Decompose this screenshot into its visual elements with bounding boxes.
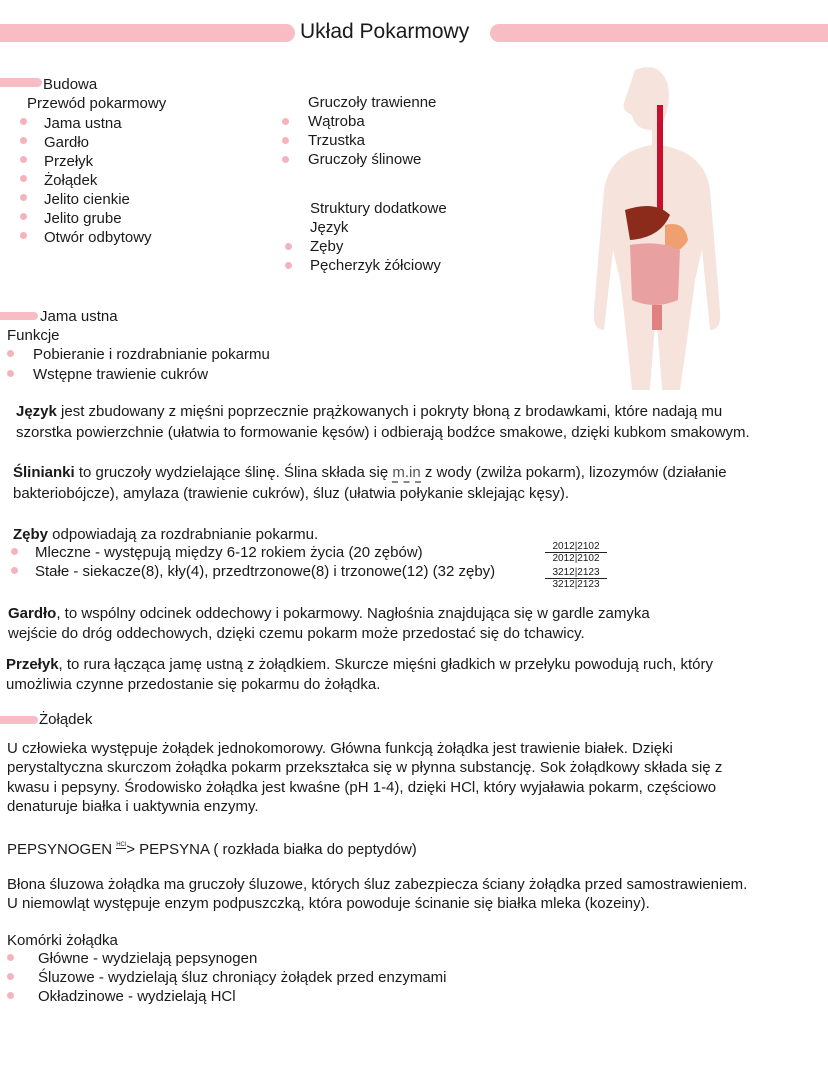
list-item: Otwór odbytowy bbox=[44, 229, 152, 246]
bullet-icon bbox=[7, 954, 14, 961]
dental-formula-stale bbox=[545, 567, 607, 590]
struktury-title: Struktury dodatkowe bbox=[310, 200, 447, 217]
dental-formula-mleczne bbox=[545, 541, 607, 564]
list-item: Żołądek bbox=[44, 172, 98, 189]
text: z wody (zwilża pokarm), lizozymów (działanie bbox=[420, 464, 727, 481]
digestive-system-illustration bbox=[580, 60, 730, 390]
list-item: Główne - wydzielają pepsynogen bbox=[38, 950, 258, 967]
bullet-icon bbox=[20, 232, 27, 239]
bullet-icon bbox=[7, 973, 14, 980]
paragraph-line: Błona śluzowa żołądka ma gruczoły śluzowe, których śluz zabezpiecza ściany żołądka przed samostrawieniem. bbox=[7, 876, 748, 893]
bullet-icon bbox=[20, 156, 27, 163]
list-item: Stałe - siekacze(8), kły(4), przedtrzonowe(8) i trzonowe(12) (32 zęby) bbox=[35, 563, 496, 580]
text: odpowiadają za rozdrabnianie pokarmu. bbox=[48, 526, 319, 543]
bullet-icon bbox=[7, 992, 14, 999]
bullet-icon bbox=[282, 118, 289, 125]
bullet-icon bbox=[20, 137, 27, 144]
paragraph-line: perystaltyczna skurczom żołądka pokarm przekształca się w płynna substancję. Sok żołądkowy składa się z bbox=[7, 759, 723, 776]
term: Ślinianki bbox=[13, 464, 75, 481]
term: Gardło bbox=[8, 605, 57, 622]
section-heading-jama: Jama ustna bbox=[40, 308, 118, 325]
term: Zęby bbox=[13, 526, 49, 543]
term: Język bbox=[16, 403, 57, 420]
catalyst-label: HCl bbox=[116, 842, 127, 848]
section-marker-budowa bbox=[0, 78, 42, 87]
list-item: Trzustka bbox=[308, 132, 365, 149]
list-item: Gardło bbox=[44, 134, 90, 151]
title-bar-left bbox=[0, 24, 295, 42]
slinianki-paragraph-line1 bbox=[13, 463, 727, 482]
bullet-icon bbox=[282, 156, 289, 163]
paragraph-line: kwasu i pepsyny. Środowisko żołądka jest kwaśne (pH 1-4), dzięki HCl, który wyjaławia pokarm, częściowo bbox=[7, 779, 717, 796]
text: PEPSYNOGEN bbox=[7, 841, 117, 858]
paragraph-line: U niemowląt występuje enzym podpuszczką, która powoduje ścinanie się białka mleka (kozeiny). bbox=[7, 895, 650, 912]
przelyk-line1 bbox=[6, 655, 713, 674]
funkcje-title: Funkcje bbox=[7, 327, 60, 344]
bullet-icon bbox=[20, 175, 27, 182]
text: jest zbudowany z mięśni poprzecznie prążkowanych i pokryty błoną z brodawkami, które nadają mu bbox=[56, 403, 723, 420]
title-bar-right bbox=[490, 24, 828, 42]
gruczoly-title: Gruczoły trawienne bbox=[308, 94, 437, 111]
section-marker-jama bbox=[0, 312, 38, 320]
gardlo-line2: wejście do dróg oddechowych, dzięki czemu pokarm może przedostać się do tchawicy. bbox=[8, 625, 585, 642]
list-item: Śluzowe - wydzielają śluz chroniący żołądek przed enzymami bbox=[38, 969, 447, 986]
bullet-icon bbox=[11, 548, 18, 555]
list-item: Pęcherzyk żółciowy bbox=[310, 257, 441, 274]
page-title: Układ Pokarmowy bbox=[300, 20, 470, 43]
zeby-line1 bbox=[13, 525, 318, 544]
list-item: Jama ustna bbox=[44, 115, 122, 132]
list-item: Okładzinowe - wydzielają HCl bbox=[38, 988, 236, 1005]
term: Przełyk bbox=[6, 656, 59, 673]
text: , to rura łącząca jamę ustną z żołądkiem. Skurcze mięśni gładkich w przełyku powodują ruch, który bbox=[58, 656, 713, 673]
list-item: Przełyk bbox=[44, 153, 94, 170]
formula-bottom: 2012|2102 bbox=[552, 553, 600, 564]
text: , to wspólny odcinek oddechowy i pokarmowy. Nagłośnia znajdująca się w gardle zamyka bbox=[56, 605, 650, 622]
section-heading-zoladek: Żołądek bbox=[39, 711, 93, 728]
list-item: Język bbox=[310, 219, 349, 236]
komorki-title: Komórki żołądka bbox=[7, 932, 118, 949]
bullet-icon bbox=[7, 350, 14, 357]
gardlo-line1 bbox=[8, 604, 650, 623]
jezyk-paragraph-line2: szorstka powierzchnie (ułatwia to formowanie kęsów) i odbierają bodźce smakowe, dzięki kubkom smakowym. bbox=[16, 424, 750, 441]
list-item: Wątroba bbox=[308, 113, 365, 130]
przewod-title: Przewód pokarmowy bbox=[27, 95, 167, 112]
formula-top: 3212|2123 bbox=[545, 567, 607, 579]
bullet-icon bbox=[11, 567, 18, 574]
abbreviation: m.in bbox=[392, 464, 421, 481]
list-item: Zęby bbox=[310, 238, 344, 255]
paragraph-line: U człowieka występuje żołądek jednokomorowy. Główna funkcją żołądka jest trawienie białek. Dzięki bbox=[7, 740, 673, 757]
przelyk-line2: umożliwia czynne przedostanie się pokarmu do żołądka. bbox=[6, 676, 381, 693]
section-heading-budowa: Budowa bbox=[43, 76, 98, 93]
text: > PEPSYNA ( rozkłada białka do peptydów) bbox=[126, 841, 417, 858]
list-item: Mleczne - występują między 6-12 rokiem życia (20 zębów) bbox=[35, 544, 423, 561]
bullet-icon bbox=[285, 262, 292, 269]
jezyk-paragraph-line1 bbox=[16, 402, 722, 421]
pepsyna-reaction bbox=[7, 836, 417, 859]
list-item: Gruczoły ślinowe bbox=[308, 151, 422, 168]
section-marker-zoladek bbox=[0, 716, 38, 724]
list-item: Pobieranie i rozdrabnianie pokarmu bbox=[33, 346, 270, 363]
text: to gruczoły wydzielające ślinę. Ślina składa się bbox=[74, 464, 393, 481]
paragraph-line: denaturuje białka i uaktywnia enzymy. bbox=[7, 798, 259, 815]
formula-top: 2012|2102 bbox=[545, 541, 607, 553]
bullet-icon bbox=[285, 243, 292, 250]
formula-bottom: 3212|2123 bbox=[552, 579, 600, 590]
bullet-icon bbox=[20, 194, 27, 201]
list-item: Jelito grube bbox=[44, 210, 122, 227]
bullet-icon bbox=[7, 370, 14, 377]
bullet-icon bbox=[20, 213, 27, 220]
list-item: Wstępne trawienie cukrów bbox=[33, 366, 209, 383]
list-item: Jelito cienkie bbox=[44, 191, 130, 208]
slinianki-paragraph-line2: bakteriobójcze), amylaza (trawienie cukrów), śluz (ułatwia połykanie sklejając kęsy). bbox=[13, 485, 570, 502]
bullet-icon bbox=[282, 137, 289, 144]
bullet-icon bbox=[20, 118, 27, 125]
